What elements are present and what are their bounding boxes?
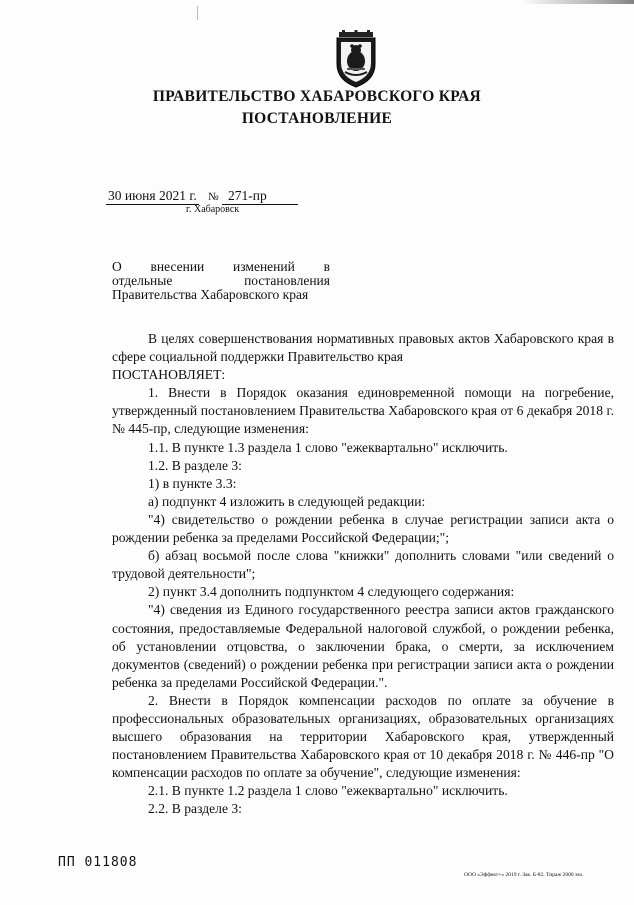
scan-artifact <box>520 0 634 4</box>
paragraph-quote-4-registry: "4) сведения из Единого государственного реестра записи актов гражданского состояния, предоставляемые Федеральной налоговой службой, о рождении ребенка, об установлении отцовства, о заключении брака, о смерти, за исключением документов (сведений) о рождении ребенка при регистрации записи акта о рождении ребенка за пределами Российской Федерации.". <box>112 602 614 690</box>
paragraph-item-2-1: 2.1. В пункте 1.2 раздела 1 слово "ежеквартально" исключить. <box>148 783 508 799</box>
scan-artifact-tick <box>197 6 198 20</box>
subject-line-3: Правительства Хабаровского края <box>112 287 309 302</box>
paragraph-subitem-1: 1) в пункте 3.3: <box>148 475 237 491</box>
form-serial-number: ПП 011808 <box>58 855 138 870</box>
document-subject <box>112 260 330 302</box>
paragraph-item-2: 2. Внести в Порядок компенсации расходов по оплате за обучение в профессиональных образовательных организациях, образовательных организациях высшего образования на территории Хабаровского края, утвержденный постановлением Правительства Хабаровского края от 10 декабря 2018 г. № 446-пр "О компенсации расходов по оплате за обучение", следующие изменения: <box>112 692 614 781</box>
paragraph-preamble: В целях совершенствования нормативных правовых актов Хабаровского края в сфере социальной поддержки Правительство края <box>112 331 614 365</box>
document-number: 271-пр <box>222 188 298 205</box>
coat-of-arms-icon <box>333 30 379 88</box>
paragraph-item-1-2: 1.2. В разделе 3: <box>148 457 242 473</box>
document-body <box>112 330 614 819</box>
paragraph-resolves: ПОСТАНОВЛЯЕТ: <box>112 367 226 383</box>
subject-line-2: отдельные постановления <box>112 273 330 288</box>
subject-line-1: О внесении изменений в <box>112 259 330 274</box>
document-date: 30 июня 2021 г. <box>108 188 197 203</box>
number-label: № <box>208 191 219 203</box>
paragraph-item-1: 1. Внести в Порядок оказания единовременной помощи на погребение, утвержденный постановлением Правительства Хабаровского края от 6 декабря 2018 г. № 445-пр, следующие изменения: <box>112 385 614 437</box>
paragraph-quote-4-certificate: "4) свидетельство о рождении ребенка в случае регистрации записи акта о рождении ребенка за пределами Российской Федерации;"; <box>112 511 614 546</box>
paragraph-subitem-a: а) подпункт 4 изложить в следующей редакции: <box>148 493 426 509</box>
paragraph-item-2-2: 2.2. В разделе 3: <box>148 801 242 817</box>
paragraph-item-1-1: 1.1. В пункте 1.3 раздела 1 слово "ежеквартально" исключить. <box>148 439 508 455</box>
date-number-line <box>106 188 298 205</box>
paragraph-subitem-2: 2) пункт 3.4 дополнить подпунктом 4 следующего содержания: <box>148 584 515 600</box>
print-info: ООО «Эффект+» 2019 г. Зак. Б-82. Тираж 2000 экз. <box>464 872 584 878</box>
government-title: ПРАВИТЕЛЬСТВО ХАБАРОВСКОГО КРАЯ <box>152 88 482 105</box>
paragraph-subitem-b: б) абзац восьмой после слова "книжки" дополнить словами "или сведений о трудовой деятельности"; <box>112 548 614 582</box>
document-type: ПОСТАНОВЛЕНИЕ <box>241 110 393 127</box>
document-city: г. Хабаровск <box>186 204 240 215</box>
